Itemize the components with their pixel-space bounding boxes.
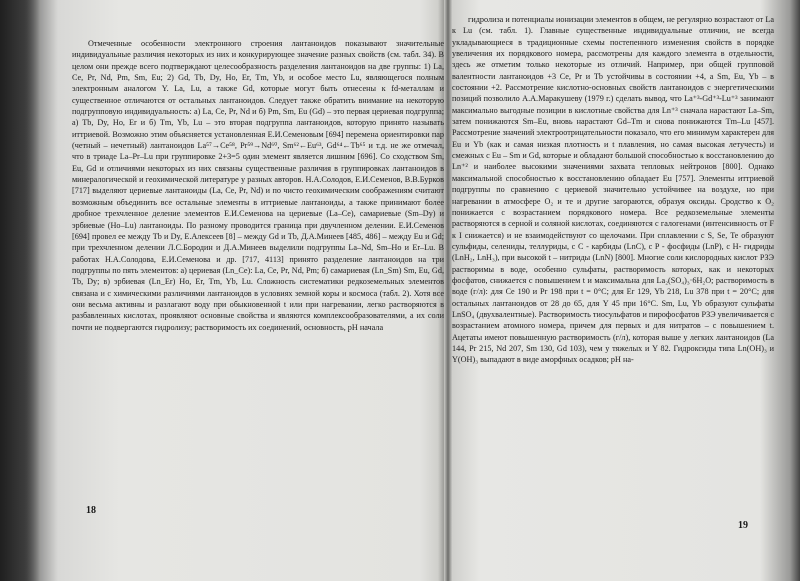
left-page-number: 18 (86, 505, 96, 516)
left-page-text: Отмеченные особенности электронного строения лантаноидов показывают значительные индивидуальные различия некоторых из них и конкурирующее значение разных свойств (см. табл. 34). В целом они прежде всего подтверждают целесообразность разделения лантаноидов на две группы: 1) La, Ce, Pr, Nd, Pm, Sm, Eu; 2) Gd, Tb, Dy, Ho, Er, Tm, Yb, и особое место Lu, являющегося полным электронным аналогом Y. La, Lu, а также Gd, которые могут быть отнесены к fd-металлам и существенное отличаются от остальных лантаноидов. Следует также обратить внимание на некоторую подгрупповую индивидуальность: а) La, Ce, Pr, Nd и б) Pm, Sm, Eu (Gd) – это первая цериевая подгруппа; а) Tb, Dy, Ho, Er и б) Tm, Yb, Lu – это вторая подгруппа лантаноидов, которую принято называть иттриевой. Возможно этим объясняется установленная Е.И.Семеновым [694] перемена ориентировки пар (четный – нечетный) лантаноидов La⁵⁷→Ce⁵⁸, Pr⁵⁹→Nd⁶⁰, Sm⁶²←Eu⁶³, Gd⁶⁴←Tb⁶⁵ и т.д. не же отмечал, что в триаде La–Pr–Lu при группировке 2+3=5 один элемент является лишним [696]. Со сходством Sm, Eu, Gd и отличиями некоторых из них связаны существенные различия в группировках лантаноидов в минералогической и геохимической литературе у разных авторов. Н.А.Солодов, Е.И.Семенов, В.В.Бурков [717] выделяют цериевые лантаноиды (La, Ce, Pr, Nd) и по чисто геохимическим соображениям считают возможным объединить все остальные элементы в иттриевые лантаноиды, а также принимают более дробное трехчленное деление элементов Е.И.Семенова на цериевые (La–Ce), самариевые (Sm–Dy) и эрбиевые (Ho–Lu) лантаноиды. По разному проводится граница при двучленном делении. Е.И.Семенов [694] провел ее между Tb и Dy, Е.Алексеев [8] – между Gd и Tb, Д.А.Минеев [485, 486] – между Eu и Gd; при трехчленном делении Л.С.Бородин и Д.А.Минеев выделили подгруппы La–Nd, Sm–Ho и Er–Lu. В работах Н.А.Солодова, Е.И.Семенова и др. [717, 4113] принято разделение лантаноидов на три подгруппы по пять элементов: а) цериевая (Ln_Ce): La, Ce, Pr, Nd, Pm; б) самариевая (Ln_Sm) Sm, Eu, Gd, Tb, Dy; в) эрбиевая (Ln_Er) Ho, Er, Tm, Yb, Lu. Сложность систематики редкоземельных элементов связана и с химическими различиями лантаноидов в условиях земной коры и космоса (табл. 2). Хотя все они весьма активны и разлагают воду при обыкновенной t или при нагревании, легко растворяются в разбавленных кислотах, проявляют основные свойства и являются комплексообразователями, а их соли почти не подвергаются гидролизу; растворимость их соединений, основность, pH начала (72, 39, 444, 332)
right-page-column (452, 14, 774, 366)
left-page (58, 14, 444, 571)
right-page (452, 14, 784, 571)
book-spine (444, 0, 452, 581)
right-page-number: 19 (738, 520, 748, 531)
left-page-column (72, 14, 444, 333)
right-page-text: гидролиза и потенциалы ионизации элементов в общем, не регулярно возрастают от La к Lu (см. табл. 1). Главные существенные индивидуальные отличии, не всегда укладывающиеся в традиционные схемы постепенного изменения свойств в порядке увеличения их порядкового номера, рассмотрены для каждого элемента в отдельности, здесь же отметим только некоторые из отличий. Например, при общей групповой валентности лантаноидов +3 Ce, Pr и Tb устойчивы в состоянии +4, а Sm, Eu, Yb – в состоянии +2. Рассмотрение кислотно-основных свойств лантаноидов с энергетическими позиций позволило А.А.Маракушеву (1979 г.) сделать вывод, что La⁺³-Gd⁺³-Lu⁺³ занимают максимально выгодные позиции в кислотные свойства для Ln⁺³ сначала нарастают La–Sm, затем понижаются Sm–Eu, вновь нарастают Gd–Tm и снова понижаются Tm–Lu [457]. Рассмотрение значений электроотрицательности показало, что его минимум характерен для Eu и Yb (как и самая низкая плотность и t плавления, но самая высокая летучесть) и смежных с Eu – Sm и Gd, которые и обладают большой способностью к восстановлению до Ln⁺² и наиболее высокими значениями захвата тепловых нейтронов [800]. Однако максимальной способностью к восстановлению обладает Eu [757]. Элементы иттриевой подгруппы по сравнению с цериевой значительно устойчивее на воздухе, но при нагревании в атмосфере O₂ и те и другие загораются, образуя оксиды. Сродство к O₂ понижается с возрастанием порядкового номера. Все редкоземельные элементы растворяются в серной и соляной кислотах, соединяются с галогенами (интенсивность от F к I снижается) и не взаимодействуют со щелочами. При сплавлении с S, Se, Te образуют сульфиды, селениды, теллуриды, с C - карбиды (LnC), с P - фосфиды (LnP), с H- гидриды (LnH₂, LnH₃), при высокой t – нитриды (LnN) [800]. Многие соли кислородных кислот РЗЭ растворимы в воде, особенно сульфаты, растворимость которых, как и некоторых фосфатов, снижается с повышением t и максимальна для La₂(SO₄)₃·6H₂O; растворимость в воде (г/л): для Ce 190 и Pr 198 при t = 0°C; для Er 129, Yb 218, Lu 378 при t = 20°C; для остальных лантаноидов от 28 до 65, для Y 45 при 16°C. Sm, Lu, Yb образуют сульфаты LnSO₄ (двухвалентные). Растворимость тиосульфатов и пирофосфатов РЗЭ увеличивается с возрастанием атомного номера, причем для первых и для нитратов – с повышением t. Ацетаты имеют повышенную растворимость (г/л), которая выше у легких лантаноидов (La 144, Pr 215, Nd 207, Sm 130, Gd 103), чем у тяжелых и Y 82. Гидроксиды типа Ln(OH)₃ и Y(OH)₃ выпадают в виде аморфных осадков; pH на- (452, 15, 774, 365)
scan-dark-edge (0, 0, 40, 581)
